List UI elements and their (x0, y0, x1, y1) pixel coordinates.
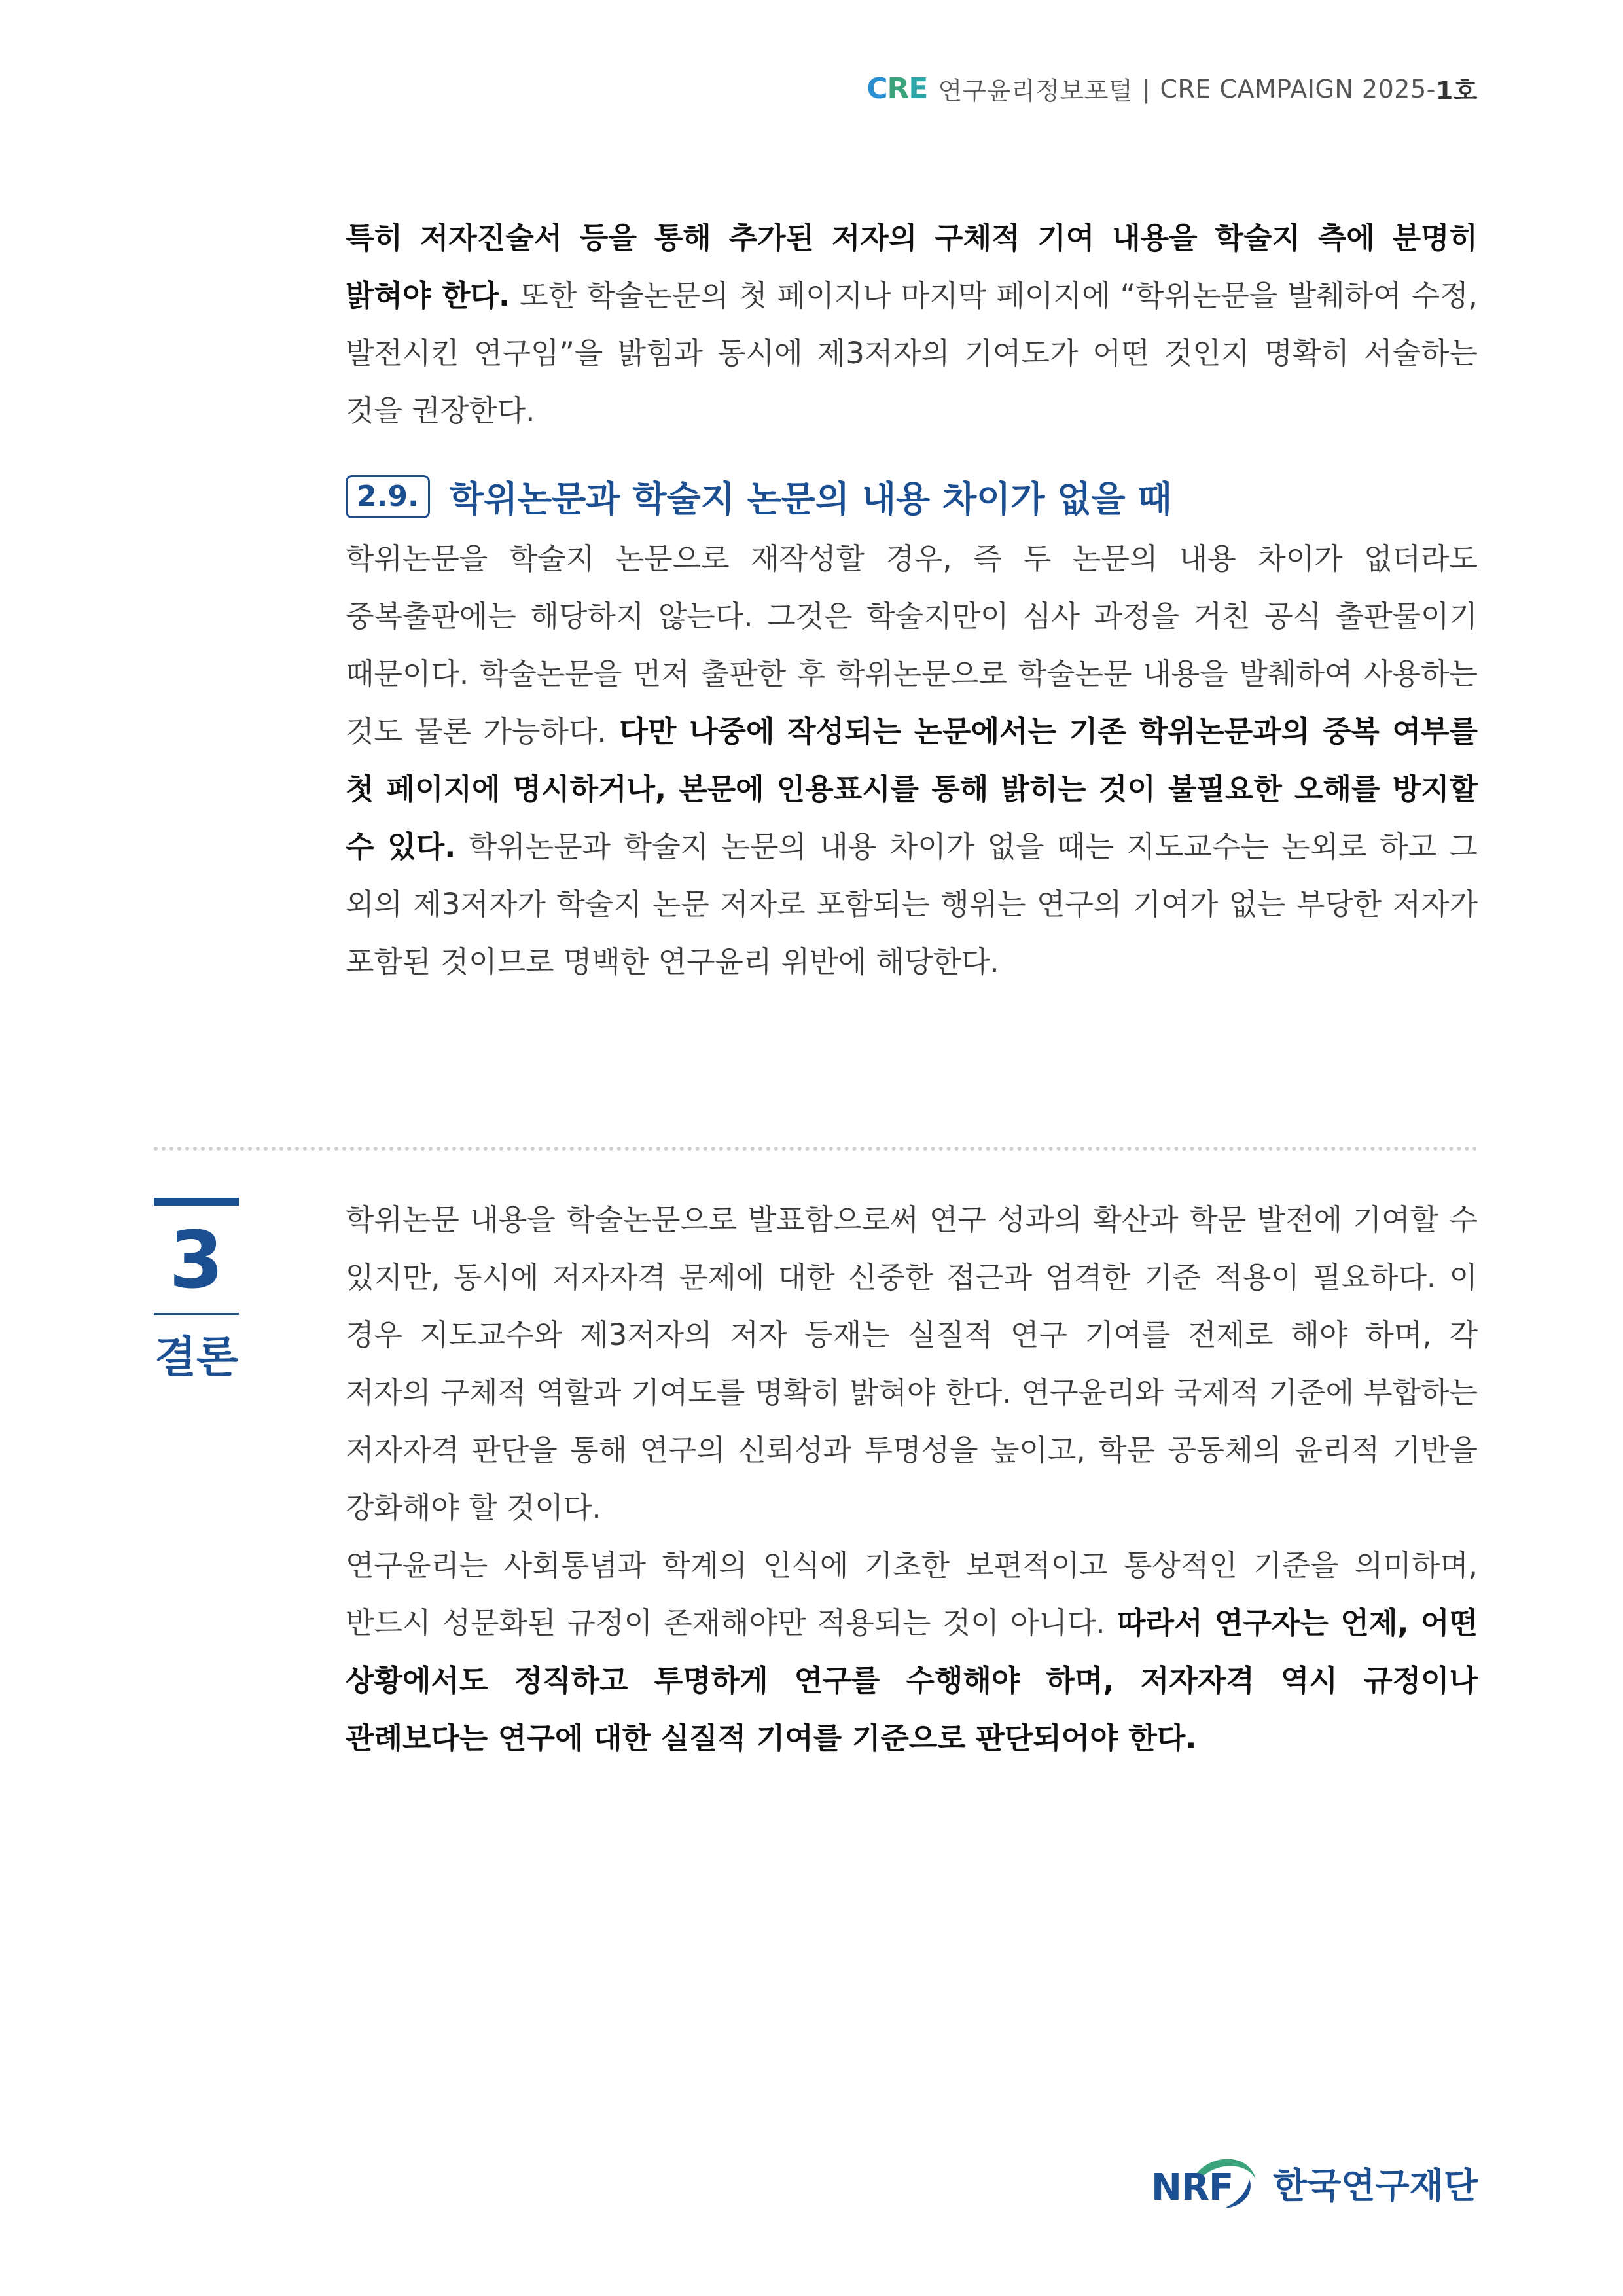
conclusion-bold-text: 따라서 연구자는 언제, 어떤 상황에서도 정직하고 투명하게 연구를 수행해야 하며, 저자자격 역시 규정이나 관례보다는 연구에 대한 실질적 기여를 기준으로 판단되어야 한다. (346, 1605, 1478, 1755)
conclusion-paragraph-2 (346, 1537, 1478, 1767)
conclusion-text-1: 학위논문 내용을 학술논문으로 발표함으로써 연구 성과의 확산과 학문 발전에 기여할 수 있지만, 동시에 저자자격 문제에 대한 신중한 접근과 엄격한 기준 적용이 필요하다. 이 경우 지도교수와 제3저자의 저자 등재는 실질적 연구 기여를 전제로 해야 하며, 각 저자의 구체적 역할과 기여도를 명확히 밝혀야 한다. 연구윤리와 국제적 기준에 부합하는 저자자격 판단을 통해 연구의 신뢰성과 투명성을 높이고, 학문 공동체의 윤리적 기반을 강화해야 할 것이다. (346, 1202, 1478, 1525)
intro-normal-text: 또한 학술논문의 첫 페이지나 마지막 페이지에 “학위논문을 발췌하여 수정, 발전시킨 연구임”을 밝힘과 동시에 제3저자의 기여도가 어떤 것인지 명확히 서술하는 것을 권장한다. (346, 278, 1478, 428)
nrf-mark (1151, 2153, 1262, 2212)
section-bold-text: 다만 나중에 작성되는 논문에서는 기존 학위논문과의 중복 여부를 첫 페이지에 명시하거나, 본문에 인용표시를 통해 밝히는 것이 불필요한 오해를 방지할 수 있다. (346, 714, 1478, 864)
chapter-bar (154, 1198, 239, 1206)
section-divider (154, 1147, 1478, 1151)
section-text-1: 학위논문을 학술지 논문으로 재작성할 경우, 즉 두 논문의 내용 차이가 없더라도 중복출판에는 해당하지 않는다. 그것은 학술지만이 심사 과정을 거친 공식 출판물이기 때문이다. 학술논문을 먼저 출판한 후 학위논문으로 학술논문 내용을 발췌하여 사용하는 것도 물론 가능하다. (346, 541, 1478, 749)
chapter-label: 결론 (154, 1332, 238, 1382)
conclusion-paragraphs (346, 1191, 1478, 1767)
intro-paragraph (346, 209, 1478, 440)
org-name: 한국연구재단 (1273, 2164, 1478, 2206)
nrf-logo (1151, 2153, 1478, 2212)
section-paragraph (346, 530, 1478, 991)
section-text-2: 학위논문과 학술지 논문의 내용 차이가 없을 때는 지도교수는 논외로 하고 그 외의 제3저자가 학술지 논문 저자로 포함되는 행위는 연구의 기여가 없는 부당한 저자가 포함된 것이므로 명백한 연구윤리 위반에 해당한다. (346, 829, 1478, 979)
nrf-logo-text: NRF (1151, 2166, 1234, 2209)
section-title: 학위논문과 학술지 논문의 내용 차이가 없을 때 (449, 478, 1172, 520)
conclusion-paragraph-1 (346, 1191, 1478, 1537)
header-separator: | (1142, 74, 1151, 103)
chapter-number: 3 (169, 1215, 224, 1306)
portal-name: 연구윤리정보포털 (938, 77, 1133, 105)
intro-bold-text: 특히 저자진술서 등을 통해 추가된 저자의 구체적 기여 내용을 학술지 측에 분명히 밝혀야 한다. (346, 221, 1478, 313)
section-heading (346, 471, 1172, 522)
campaign-name: CRE CAMPAIGN 2025- (1160, 74, 1436, 103)
issue-number: 1호 (1435, 77, 1478, 105)
chapter-thin-bar (154, 1313, 239, 1315)
section-number: 2.9. (346, 475, 430, 518)
chapter-marker (154, 1198, 239, 1387)
page-header (866, 71, 1478, 107)
cre-logo: CRE (866, 72, 928, 105)
conclusion-text-2: 연구윤리는 사회통념과 학계의 인식에 기초한 보편적이고 통상적인 기준을 의미하며, 반드시 성문화된 규정이 존재해야만 적용되는 것이 아니다. (346, 1548, 1478, 1640)
